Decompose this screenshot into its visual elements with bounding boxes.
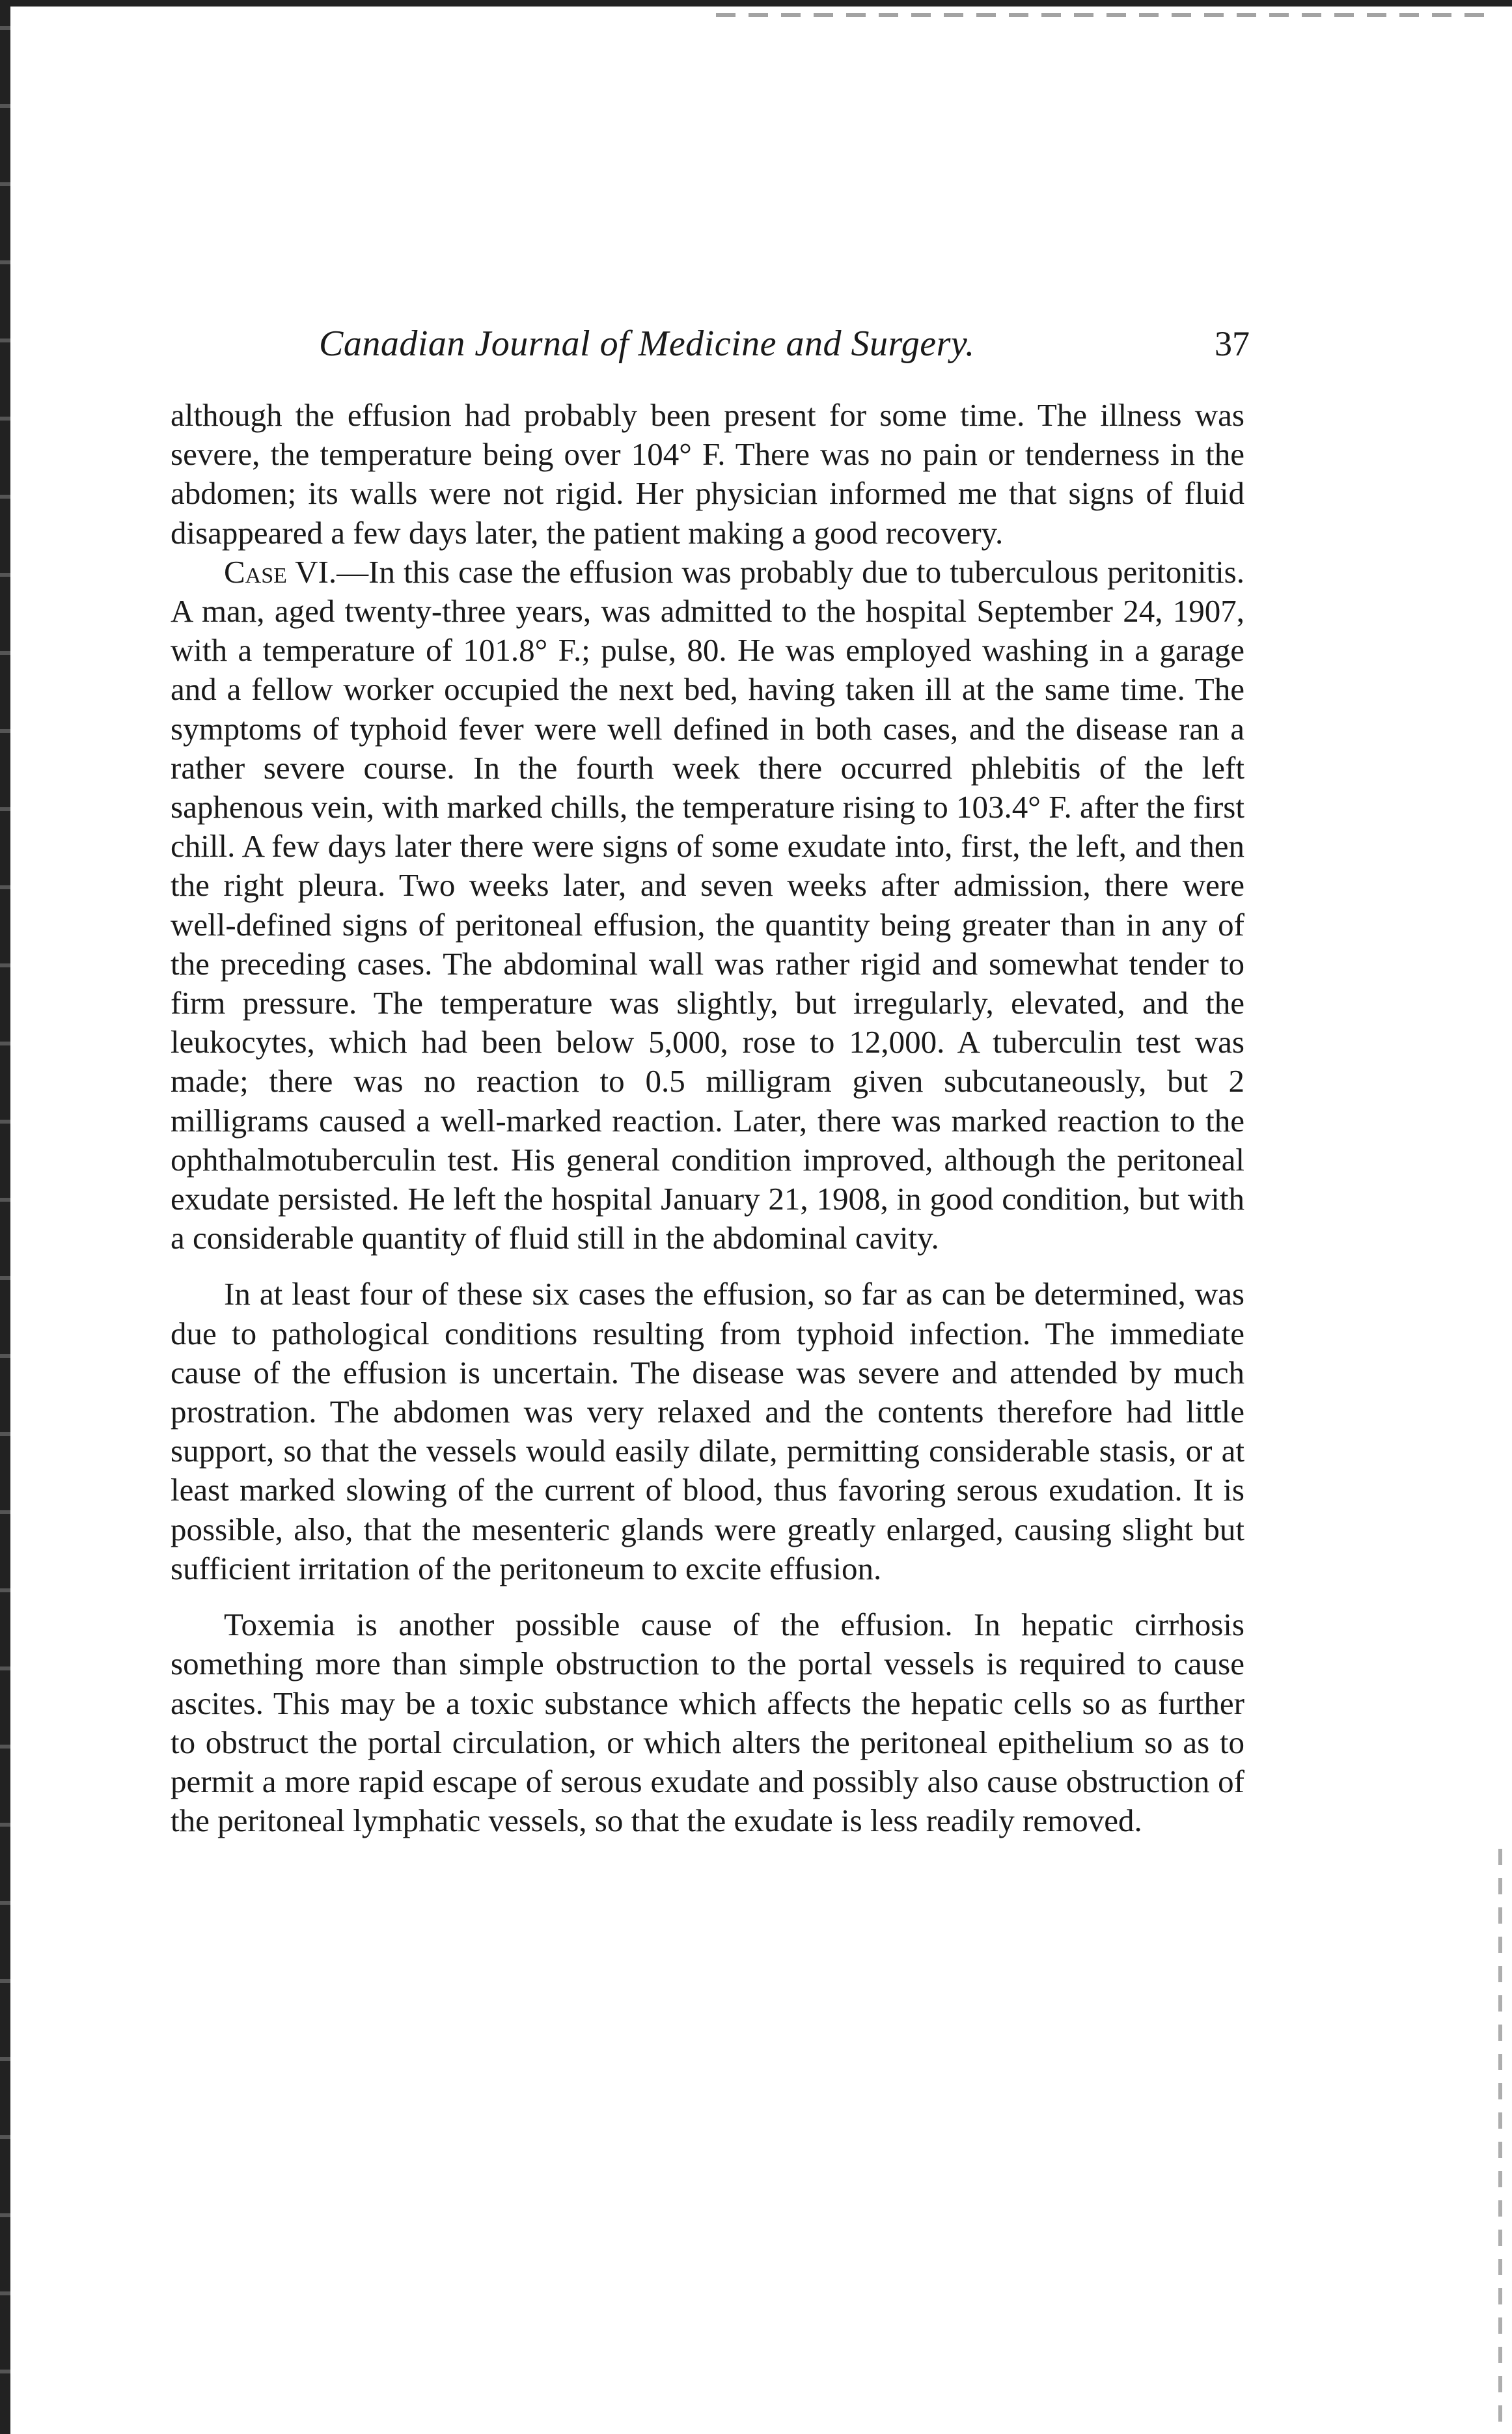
paragraph-2-text: —In this case the effusion was probably due to tuberculous peritonitis. A man, aged twenty-three years, was admitted to the hospital September 24, 1907, with a temperature of 101.8° F.; pulse, 80. He was employed washing in a garage and a fellow worker occupied the next bed, having taken ill at the same time. The symptoms of typhoid fever were well defined in both cases, and the disease ran a rather severe course. In the fourth week there occurred phlebitis of the left saphenous vein, with marked chills, the temperature rising to 103.4° F. after the first chill. A few days later there were signs of some exudate into, first, the left, and then the right pleura. Two weeks later, and seven weeks after admission, there were well-defined signs of peritoneal effusion, the quantity being greater than in any of the preceding cases. The abdominal wall was rather rigid and somewhat tender to firm pressure. The temperature was slightly, but irregularly, elevated, and the leukocytes, which had been below 5,000, rose to 12,000. A tuberculin test was made; there was no reaction to 0.5 milligram given subcutaneously, but 2 milligrams caused a well-marked reaction. Later, there was marked reaction to the ophthalmotuberculin test. His general condition improved, although the peritoneal exudate persisted. He left the hospital January 21, 1908, in good condition, but with a considerable quantity of fluid still in the abdominal cavity. — [171, 553, 1244, 1256]
page-number: 37 — [1215, 324, 1250, 363]
scan-right-artifact — [1498, 1849, 1502, 2422]
case-heading: Case VI. — [224, 553, 337, 590]
paragraph-3: In at least four of these six cases the effusion, so far as can be determined, was due to pathological conditions resulting from typhoid infection. The immediate cause of the effusion is uncertain. The disease was severe and attended by much prostration. The abdomen was very relaxed and the contents therefore had little support, so that the vessels would easily dilate, permitting considerable stasis, or at least marked slowing of the current of blood, thus favoring serous exudation. It is possible, also, that the mesenteric glands were greatly enlarged, causing slight but sufficient irritation of the peritoneum to excite effusion. — [171, 1276, 1244, 1586]
scan-border-top — [0, 0, 1512, 7]
running-title: Canadian Journal of Medicine and Surgery. — [319, 324, 975, 364]
paragraph-4: Toxemia is another possible cause of the effusion. In hepatic cirrhosis something more than simple obstruction to the portal vessels is required to cause ascites. This may be a toxic substance which affects the hepatic cells so as further to obstruct the portal circulation, or which alters the peritoneal epithelium so as to permit a more rapid escape of serous exudate and possibly also cause obstruction of the peritoneal lymphatic vessels, so that the exudate is less readily removed. — [171, 1607, 1244, 1839]
paragraph-2 — [171, 553, 1244, 1258]
scan-top-artifact — [716, 13, 1497, 17]
scan-border-left — [0, 0, 10, 2434]
paragraph-1: although the effusion had probably been present for some time. The illness was severe, the temperature being over 104° F. There was no pain or tenderness in the abdomen; its walls were not rigid. Her physician informed me that signs of fluid disappeared a few days later, the patient making a good recovery. — [171, 397, 1244, 551]
article-body — [171, 396, 1244, 1840]
